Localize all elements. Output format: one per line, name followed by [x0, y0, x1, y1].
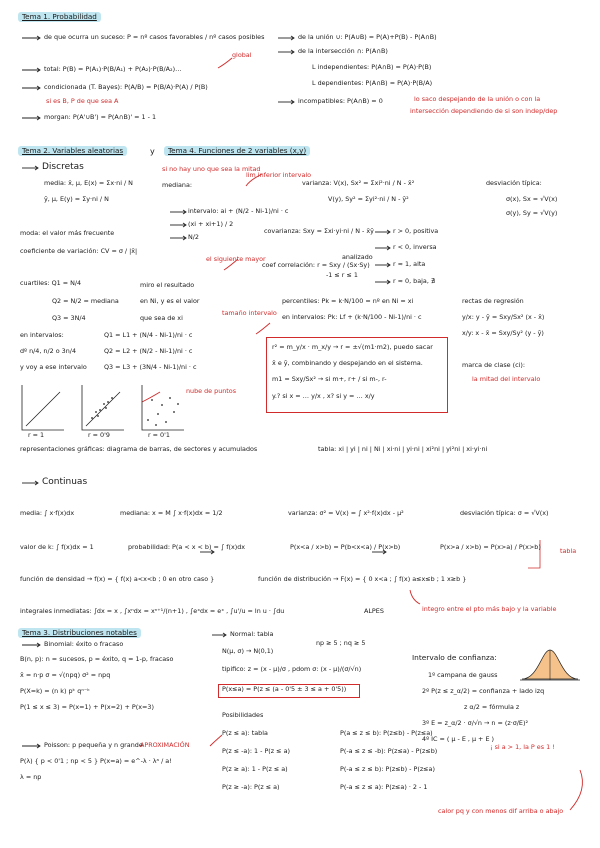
varianza-formula: varianza: V(x), Sx² = Σxi²·ni / N - x̄²: [302, 179, 415, 187]
q1-intervalo: Q1 = L1 + (N/4 - Ni-1)/ni · c: [104, 331, 193, 339]
continuas-varianza: varianza: σ² = V(x) = ∫ x²·f(x)dx - μ²: [288, 509, 404, 517]
coef-formula: coef correlación: r = Sxy / (Sx·Sy): [262, 261, 370, 269]
q3-intervalo: Q3 = L3 + (3N/4 - Ni-1)/ni · c: [104, 363, 197, 371]
incompatibles-formula: incompatibles: P(A∩B) = 0: [298, 97, 383, 105]
bayes-note: si es B, P de que sea A: [46, 97, 119, 105]
tema1-title: Tema 1. Probabilidad: [18, 12, 101, 22]
siguiente-note: el siguiente mayor: [206, 255, 266, 263]
binomial-params: B(n, p): n = sucesos, p = éxito, q = 1-p, fracaso: [20, 655, 174, 663]
tema2-title: Tema 2. Variables aleatorias: [18, 146, 127, 156]
union-formula: de la unión ∪: P(A∪B) = P(A)+P(B) - P(A∩B): [298, 33, 437, 41]
continuas-mediana: mediana: x = M ∫ x·f(x)dx = 1/2: [120, 509, 223, 517]
binomial-media: x̄ = n·p σ = √(npq) σ² = npq: [20, 671, 111, 679]
nube-note: nube de puntos: [186, 387, 237, 395]
calor-note: calor pq y con menos dif arriba o abajo: [438, 807, 564, 815]
media-y-formula: ȳ, μ, E(y) = Σy·ni / N: [44, 195, 109, 203]
mediana-n2: N/2: [188, 233, 199, 241]
continuas-heading: Continuas: [42, 477, 88, 487]
y-note: y voy a ese intervalo: [20, 363, 87, 371]
cuartiles-q3: Q3 = 3N/4: [52, 314, 86, 322]
normal-box-formula: P(x≤a) = P(z ≤ (a - 0'5 ± 3 ≤ a + 0'5)): [222, 685, 347, 693]
laplace-formula: de que ocurra un suceso: P = nº casos favorables / nº casos posibles: [44, 33, 265, 41]
normal-label: Normal: tabla: [230, 630, 274, 638]
bayes-formula: condicionada (T. Bayes): P(A/B) = P(B/A)·P(A) / P(B): [44, 83, 208, 91]
normal-cond: np ≥ 5 ; nq ≥ 5: [316, 639, 366, 647]
r-baja: r ≈ 0, baja, ∄: [393, 277, 435, 285]
posibilidad-8: P(-a ≤ z ≤ a): P(z≤a) · 2 - 1: [340, 783, 428, 791]
normal-params: N(μ, σ) → N(0,1): [222, 647, 274, 655]
mediana-note: si no hay uno que sea la mitad: [162, 165, 261, 173]
miro-note: miro el resultado: [140, 281, 195, 289]
coef-range: -1 ≤ r ≤ 1: [326, 271, 358, 279]
percentiles-intervalo: en intervalos: Pk: Lf + (k·N/100 - Ni-1)/ni · c: [282, 313, 422, 321]
si-a-note: ¡ si a > 1, la P es 1 !: [490, 743, 555, 751]
rectas-title: rectas de regresión: [462, 297, 524, 305]
marca-clase: marca de clase (ci):: [462, 361, 526, 369]
desviacion-y: σ(y), Sy = √V(y): [506, 209, 558, 217]
funcion-densidad: función de densidad → f(x) = { f(x) a<x<b ; 0 en otro caso }: [20, 575, 215, 583]
poisson-cond: P(λ) { p < 0'1 ; np < 5 }: [20, 757, 99, 765]
ic-paso-4: 4º IC = ( μ - E , μ + E ): [422, 735, 495, 743]
recta-xy: x/y: x - x̄ = Sxy/Sy² (y - ȳ): [462, 329, 544, 337]
tamano-note: tamaño intervalo: [222, 309, 277, 317]
posibilidad-6: P(-a ≤ z ≤ -b): P(z≤a) - P(z≤b): [340, 747, 438, 755]
media-formula: media: x̄, μ, E(x) = Σx·ni / N: [44, 179, 133, 187]
mediana-intervalo: intervalo: ai + (N/2 - Ni-1)/ni · c: [188, 207, 289, 215]
desviacion-x: σ(x), Sx = √V(x): [506, 195, 558, 203]
en-intervalos-label: en intervalos:: [20, 331, 64, 339]
integro-note: integro entre el pto más bajo y la variable: [422, 605, 557, 613]
poisson-formula: P(x=a) = e^-λ · λᵃ / a!: [100, 757, 172, 765]
total-formula: total: P(B) = P(A₁)·P(B/A₁) + P(A₂)·P(B/A₂)…: [44, 65, 182, 73]
r-inversa: r < 0, inversa: [393, 243, 437, 251]
independientes-formula: L independientes: P(A∩B) = P(A)·P(B): [312, 63, 432, 71]
incompatibles-note-2: intersección dependiendo de si son indep/dep: [410, 107, 558, 115]
r-alta: r ≈ 1, alta: [393, 260, 426, 268]
mediana-label: mediana:: [162, 181, 193, 189]
posibilidad-1: P(z ≤ a): tabla: [222, 729, 268, 737]
and-word: y: [150, 147, 155, 156]
funcion-distribucion: función de distribución → F(x) = { 0 x<a ; ∫ f(x) a≤x≤b ; 1 x≥b }: [258, 575, 467, 583]
posibilidad-3: P(z ≥ a): 1 - P(z ≤ a): [222, 765, 288, 773]
continuas-probabilidad: probabilidad: P(a < x < b) = ∫ f(x)dx: [128, 543, 246, 551]
varianza-y-formula: V(y), Sy² = Σyi²·ni / N - ȳ²: [328, 195, 409, 203]
interseccion-formula: de la intersección ∩: P(A∩B): [298, 47, 388, 55]
discretas-heading: Discretas: [42, 162, 84, 172]
posibilidades-heading: Posibilidades: [222, 711, 264, 719]
ic-paso-2: 2º P(z ≤ z_α/2) = confianza + lado izq: [422, 687, 545, 695]
tema3-title: Tema 3. Distribuciones notables: [18, 628, 141, 638]
intervalo-confianza-heading: Intervalo de confianza:: [412, 653, 497, 662]
en-ni-note: en Ni, y es el valor: [140, 297, 200, 305]
ic-paso-1: 1º campana de gauss: [428, 671, 498, 679]
box-line-3: m1 = Sxy/Sx² → si m+, r+ / si m-, r-: [272, 375, 387, 383]
scatter-r1: r = 1: [28, 431, 45, 439]
tabla-note: tabla: [560, 547, 577, 555]
cuartiles-q2: Q2 = N/2 = mediana: [52, 297, 119, 305]
d-note: dº n/4, n/2 o 3n/4: [20, 347, 77, 355]
que-sea-note: que sea de xi: [140, 314, 183, 322]
ic-paso-3: 3º E = z_α/2 · σ/√n → n = (z·σ/E)²: [422, 719, 529, 727]
coef-note: analizado: [342, 253, 373, 261]
poisson-lambda: λ = np: [20, 773, 42, 781]
alpes-label: ALPES: [364, 607, 384, 615]
posibilidad-5: P(a ≤ z ≤ b): P(z≤b) - P(z≤a): [340, 729, 433, 737]
cuartiles-q1: cuartiles: Q1 = N/4: [20, 279, 82, 287]
intervalo-note: lim inferior intervalo: [246, 171, 312, 179]
dependientes-formula: L dependientes: P(A∩B) = P(A)·P(B/A): [312, 79, 433, 87]
box-line-4: y.? si x = … y/x , x? si y = … x/y: [272, 392, 375, 400]
r-positiva: r > 0, positiva: [393, 227, 439, 235]
continuas-condicionada-2: P(x>a / x>b) = P(x>a) / P(x>b): [440, 543, 541, 551]
cv-formula: coeficiente de variación: CV = σ / |x̄|: [20, 247, 138, 255]
scatter-r2: r = 0'9: [88, 431, 110, 439]
posibilidad-4: P(z ≥ -a): P(z ≤ a): [222, 783, 280, 791]
ic-z: z α/2 = fórmula z: [464, 703, 520, 711]
continuas-desviacion: desviación típica: σ = √V(x): [460, 509, 549, 517]
incompatibles-note-1: lo saco despejando de la unión o con la: [414, 95, 541, 103]
aproximacion-label: APROXIMACIÓN: [140, 741, 190, 749]
morgan-formula: morgan: P(A'∪B') = P(A∩B)' = 1 - 1: [44, 113, 157, 121]
posibilidad-2: P(z ≤ -a): 1 - P(z ≤ a): [222, 747, 290, 755]
continuas-condicionada: P(x<a / x>b) = P(b<x<a) / P(x>b): [290, 543, 401, 551]
box-line-2: x̄ e ȳ, combinando y despejando en el sistema.: [272, 359, 423, 367]
continuas-media: media: ∫ x·f(x)dx: [20, 509, 75, 517]
desviacion-label: desviación típica:: [486, 179, 542, 187]
continuas-valor-k: valor de k: ∫ f(x)dx = 1: [20, 543, 94, 551]
q2-intervalo: Q2 = L2 + (N/2 - Ni-1)/ni · c: [104, 347, 193, 355]
scatter-r3: r = 0'1: [148, 431, 170, 439]
graficas-text: representaciones gráficas: diagrama de barras, de sectores y acumulados: [20, 445, 258, 453]
tabla-columnas: tabla: xi | yi | ni | Ni | xi·ni | yi·ni | xi²ni | yi²ni | xi·yi·ni: [318, 445, 488, 453]
mediana-xi: (xi + xi+1) / 2: [188, 220, 234, 228]
percentiles-formula: percentiles: Pk = k·N/100 = nº en Ni = xi: [282, 297, 414, 305]
integrales-inmediatas: integrales inmediatas: ∫dx = x , ∫xⁿdx = xⁿ⁺¹/(n+1) , ∫eˣdx = eˣ , ∫u'/u = ln u · ∫du: [20, 607, 285, 615]
binomial-pk: P(X=k) = (n k) pᵏ qⁿ⁻ᵏ: [20, 687, 90, 695]
poisson-label: Poisson: p pequeña y n grande: [44, 741, 143, 749]
moda-formula: moda: el valor más frecuente: [20, 229, 115, 237]
marca-clase-note: la mitad del intervalo: [472, 375, 541, 383]
laplace-note: global: [232, 51, 252, 59]
binomial-rango: P(1 ≤ x ≤ 3) = P(x=1) + P(x=2) + P(x=3): [20, 703, 154, 711]
box-line-1: r² = m_y/x · m_x/y → r = ±√(m1·m2), puedo sacar: [272, 343, 433, 351]
posibilidad-7: P(-a ≤ z ≤ b): P(z≤b) - P(z≤a): [340, 765, 435, 773]
tema4-title: Tema 4. Funciones de 2 variables (x,y): [164, 146, 310, 156]
recta-yx: y/x: y - ȳ = Sxy/Sx² (x - x̄): [462, 313, 545, 321]
tipifico-formula: tipifico: z = (x - μ)/σ , pdom σ: (x - μ)/(σ/√n): [222, 665, 362, 673]
covarianza-formula: covarianza: Sxy = Σxi·yi·ni / N - x̄ȳ: [264, 227, 374, 235]
binomial-label: Binomial: éxito o fracaso: [44, 640, 124, 648]
